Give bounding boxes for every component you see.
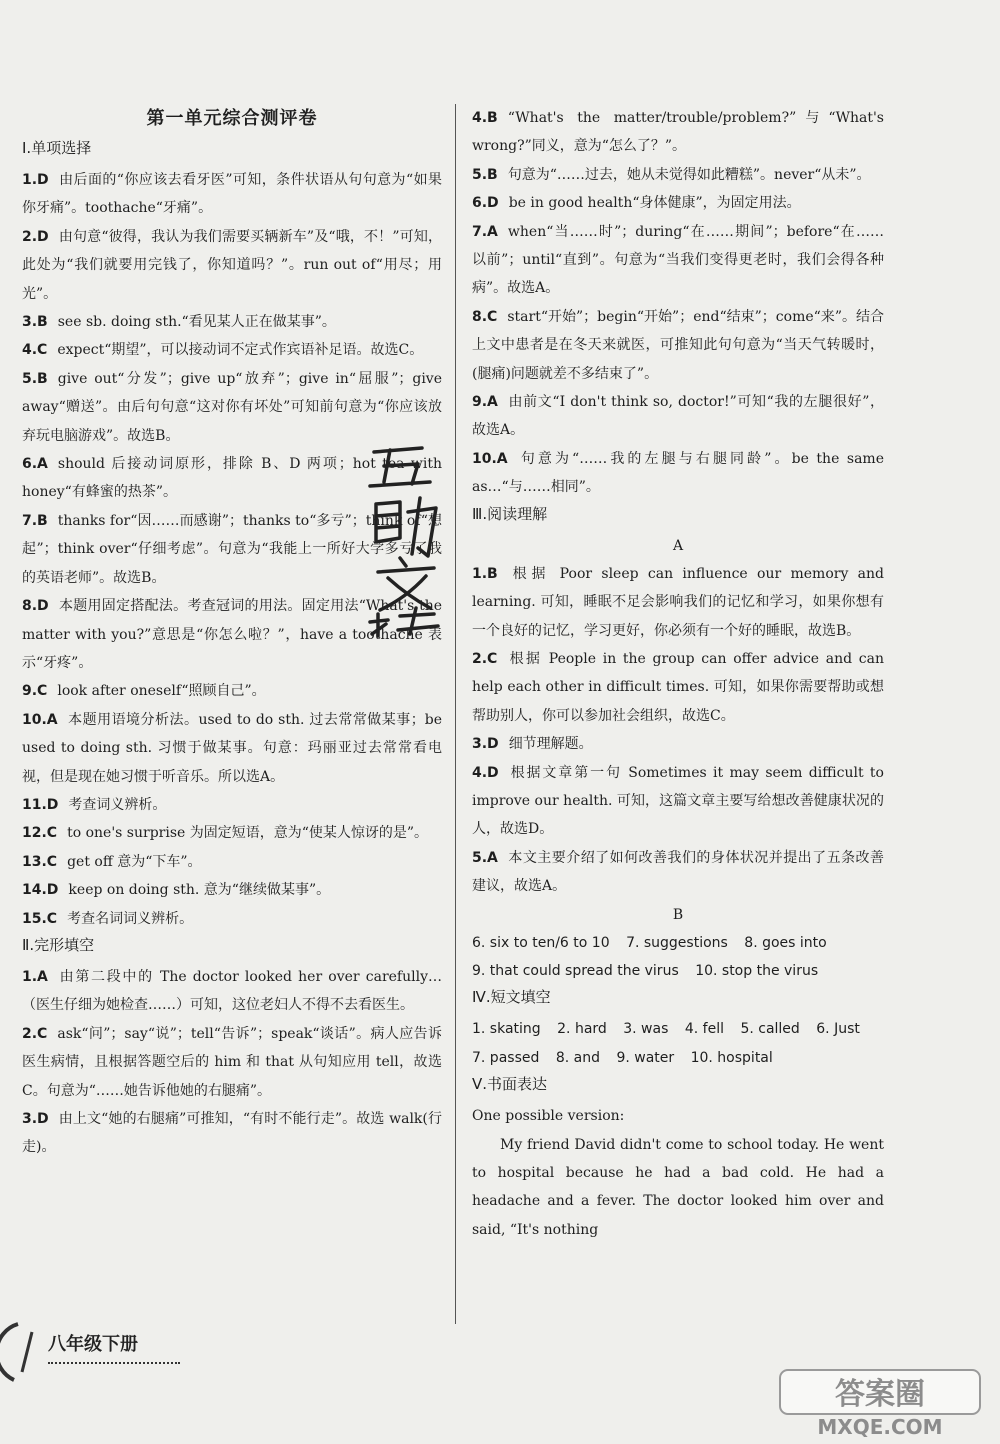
answer-explanation: 根据 People in the group can offer advice and can help each other in difficult times. 可知，如果你需要帮助或想帮助别人，你可以参加社会组织，故选C。 bbox=[472, 650, 884, 724]
answer-explanation: 句意为“……过去，她从未觉得如此糟糕”。never“从未”。 bbox=[507, 166, 871, 183]
answer-item bbox=[472, 303, 884, 388]
answer-item bbox=[22, 308, 442, 336]
answer-inline: 8. goes into bbox=[744, 934, 827, 951]
answer-number: 1.D bbox=[22, 172, 49, 188]
answer-number: 7.B bbox=[22, 512, 48, 529]
answer-list-3a bbox=[472, 560, 884, 901]
answer-list-2 bbox=[22, 963, 442, 1162]
answer-number: 13.C bbox=[22, 853, 58, 870]
answer-inline: 9. water bbox=[616, 1049, 675, 1066]
answer-number: 3.B bbox=[22, 314, 48, 331]
answer-item bbox=[22, 706, 442, 791]
answer-explanation: 由第二段中的 The doctor looked her over carefully…（医生仔细为她检查……）可知，这位老妇人不得不去看医生。 bbox=[22, 968, 442, 1014]
answer-number: 14.D bbox=[22, 882, 59, 899]
cloze-line-2 bbox=[472, 1044, 884, 1072]
answer-number: 12.C bbox=[22, 825, 58, 842]
answer-item bbox=[22, 905, 442, 933]
essay-text: My friend David didn't come to school today. He went to hospital because he had a bad cold. He had a headache and a fever. The doctor looked him over and said, “It's nothing bbox=[472, 1136, 884, 1238]
section-heading-5: Ⅴ.书面表达 bbox=[472, 1075, 548, 1094]
answer-explanation: give out“分发”；give up“放弃”；give in“屈服”；give away“赠送”。由后句句意“这对你有坏处”可知前句意为“你应该放弃玩电脑游戏”。故选B。 bbox=[22, 370, 442, 444]
answer-explanation: to one's surprise 为固定短语，意为“使某人惊讶的是”。 bbox=[67, 825, 429, 842]
answer-explanation: start“开始”；begin“开始”；end“结束”；come“来”。结合上文中患者是在冬天来就医，可推知此句句意为“当天气转暖时，(腿痛)问题就差不多结束了”。 bbox=[472, 308, 884, 382]
answer-number: 8.C bbox=[472, 308, 498, 325]
answer-number: 5.A bbox=[472, 849, 498, 866]
answer-number: 4.D bbox=[472, 764, 499, 781]
answer-explanation: when“当……时”；during“在……期间”；before“在……以前”；until“直到”。句意为“当我们变得更老时，我们会得各种病”。故选A。 bbox=[472, 223, 884, 297]
answer-explanation: 细节理解题。 bbox=[508, 736, 593, 753]
answer-item bbox=[22, 677, 442, 705]
answer-number: 6.D bbox=[472, 195, 499, 212]
answer-explanation: should 后接动词原形，排除 B、D 两项；hot tea with honey“有蜂蜜的热茶”。 bbox=[22, 456, 442, 501]
part-b-line-2 bbox=[472, 957, 884, 985]
answer-item bbox=[22, 819, 442, 847]
column-divider bbox=[455, 104, 456, 1324]
answer-explanation: 本题用固定搭配法。考查冠词的用法。固定用法“What's the matter with you?”意思是“你怎么啦？”，have a toothache 表示“牙疼”。 bbox=[22, 598, 442, 671]
answer-list-2b bbox=[472, 104, 884, 502]
answer-item bbox=[472, 759, 884, 844]
answer-explanation: be in good health“身体健康”，为固定用法。 bbox=[508, 195, 801, 212]
answer-explanation: thanks for“因……而感谢”；thanks to“多亏”；think of“想起”；think over“仔细考虑”。句意为“我能上一所好大学多亏了我的英语老师”。故选B。 bbox=[22, 512, 442, 586]
site-watermark-logo bbox=[770, 1366, 990, 1440]
svg-text:答案圈: 答案圈 bbox=[835, 1377, 925, 1412]
answer-number: 10.A bbox=[472, 450, 508, 467]
answer-explanation: 考查词义辨析。 bbox=[68, 796, 167, 813]
answer-explanation: 本题用语境分析法。used to do sth. 过去常常做某事；be used to doing sth. 习惯于做某事。句意：玛丽亚过去常常看电视，但是现在她习惯于听音乐。所以选A。 bbox=[22, 711, 442, 785]
answer-item bbox=[472, 560, 884, 645]
answer-inline: 3. was bbox=[623, 1021, 669, 1038]
answer-explanation: 由上文“她的右腿痛”可推知，“有时不能行走”。故选 walk(行走)。 bbox=[22, 1111, 442, 1156]
answer-number: 6.A bbox=[22, 456, 48, 473]
answer-explanation: 根据 Poor sleep can influence our memory and learning. 可知，睡眠不足会影响我们的记忆和学习，如果你想有一个良好的记忆，学习更好，你必须有一个好的睡眠，故选B。 bbox=[472, 565, 884, 639]
answer-number: 5.B bbox=[472, 166, 498, 183]
page-title: 第一单元综合测评卷 bbox=[146, 108, 318, 129]
answer-item bbox=[472, 645, 884, 730]
version-label: One possible version: bbox=[472, 1108, 625, 1125]
section-heading-2: Ⅱ.完形填空 bbox=[22, 935, 95, 954]
answer-inline: 8. and bbox=[555, 1049, 600, 1066]
part-a-label: A bbox=[672, 537, 684, 554]
answer-explanation: ask“问”；say“说”；tell“告诉”；speak“谈话”。病人应告诉医生病情，且根据答题空后的 him 和 that 从句知应用 tell，故选 C。句意为“……她告诉他她的右腿痛”。 bbox=[22, 1025, 442, 1099]
answer-number: 4.C bbox=[22, 342, 48, 359]
section-heading-4: Ⅳ.短文填空 bbox=[472, 988, 551, 1007]
answer-number: 15.C bbox=[22, 910, 58, 927]
answer-explanation: 根据文章第一句 Sometimes it may seem difficult to improve our health. 可知，这篇文章主要写给想改善健康状况的人，故选D。 bbox=[472, 764, 884, 838]
answer-inline: 7. suggestions bbox=[626, 934, 728, 951]
answer-inline: 6. Just bbox=[816, 1021, 860, 1038]
answer-number: 10.A bbox=[22, 711, 58, 728]
answer-inline: 7. passed bbox=[472, 1049, 540, 1066]
answer-inline: 10. hospital bbox=[690, 1049, 773, 1066]
grade-label: 八年级下册 bbox=[48, 1334, 138, 1355]
answer-explanation: 句意为“……我的左腿与右腿同龄”。be the same as…“与……相同”。 bbox=[472, 450, 884, 496]
answer-explanation: 由前文“I don't think so, doctor!”可知“我的左腿很好”，故选A。 bbox=[472, 394, 884, 439]
answer-number: 7.A bbox=[472, 223, 498, 240]
answer-number: 3.D bbox=[472, 736, 499, 753]
part-b-label: B bbox=[672, 906, 684, 923]
answer-explanation: 考查名词词义辨析。 bbox=[67, 910, 194, 927]
answer-number: 5.B bbox=[22, 370, 48, 387]
answer-inline: 1. skating bbox=[472, 1021, 541, 1038]
answer-item bbox=[472, 161, 884, 189]
answer-item bbox=[22, 963, 442, 1020]
answer-item bbox=[22, 223, 442, 308]
answer-explanation: 本文主要介绍了如何改善我们的身体状况并提出了五条改善建议，故选A。 bbox=[472, 849, 884, 895]
answer-explanation: “What's the matter/trouble/problem?”与“What's wrong?”同义，意为“怎么了？”。 bbox=[472, 110, 884, 155]
answer-number: 9.A bbox=[472, 394, 498, 411]
answer-number: 4.B bbox=[472, 110, 498, 126]
answer-item bbox=[472, 844, 884, 901]
answer-item bbox=[472, 218, 884, 303]
answer-number: 1.B bbox=[472, 565, 498, 582]
answer-item bbox=[472, 189, 884, 217]
answer-inline: 9. that could spread the virus bbox=[472, 962, 679, 979]
answer-explanation: keep on doing sth. 意为“继续做某事”。 bbox=[68, 882, 331, 899]
answer-inline: 6. six to ten/6 to 10 bbox=[472, 934, 610, 951]
answer-item bbox=[22, 166, 442, 223]
answer-number: 3.D bbox=[22, 1111, 49, 1127]
answer-explanation: expect“期望”，可以接动词不定式作宾语补足语。故选C。 bbox=[57, 342, 424, 359]
section-heading-1: Ⅰ.单项选择 bbox=[22, 139, 92, 157]
answer-explanation: 由后面的“你应该去看牙医”可知，条件状语从句句意为“如果你牙痛”。toothache“牙痛”。 bbox=[22, 172, 442, 217]
answer-number: 2.C bbox=[22, 1025, 48, 1042]
answer-explanation: see sb. doing sth.“看见某人正在做某事”。 bbox=[57, 314, 336, 331]
answer-item bbox=[472, 388, 884, 445]
answer-item bbox=[472, 730, 884, 758]
answer-explanation: look after oneself“照顾自己”。 bbox=[57, 683, 266, 700]
answer-item bbox=[22, 1105, 442, 1162]
answer-number: 1.A bbox=[22, 968, 48, 985]
answer-item bbox=[22, 876, 442, 904]
answer-number: 2.C bbox=[472, 650, 498, 667]
answer-item bbox=[22, 336, 442, 364]
answer-explanation: get off 意为“下车”。 bbox=[67, 853, 202, 870]
answer-number: 2.D bbox=[22, 228, 49, 245]
handwriting-stamp bbox=[360, 438, 450, 638]
svg-text:MXQE.COM: MXQE.COM bbox=[817, 1415, 943, 1439]
answer-explanation: 由句意“彼得，我认为我们需要买辆新车”及“哦，不！”可知，此处为“我们就要用完钱了，你知道吗？”。run out of“用尽；用光”。 bbox=[22, 228, 442, 302]
answer-number: 8.D bbox=[22, 598, 49, 615]
answer-item bbox=[22, 791, 442, 819]
cloze-line-1 bbox=[472, 1015, 884, 1043]
right-column bbox=[472, 104, 884, 1244]
answer-number: 11.D bbox=[22, 796, 59, 813]
part-b-line-1 bbox=[472, 929, 884, 957]
section-heading-3: Ⅲ.阅读理解 bbox=[472, 504, 548, 523]
answer-item bbox=[472, 445, 884, 502]
answer-item bbox=[472, 104, 884, 161]
answer-inline: 2. hard bbox=[557, 1021, 607, 1038]
page-footer bbox=[0, 1322, 200, 1382]
footer-rule bbox=[48, 1362, 180, 1364]
answer-item bbox=[22, 1020, 442, 1105]
answer-item bbox=[22, 848, 442, 876]
answer-number: 9.C bbox=[22, 683, 48, 700]
answer-inline: 5. called bbox=[740, 1021, 800, 1038]
answer-inline: 4. fell bbox=[684, 1021, 724, 1038]
answer-inline: 10. stop the virus bbox=[695, 962, 819, 979]
